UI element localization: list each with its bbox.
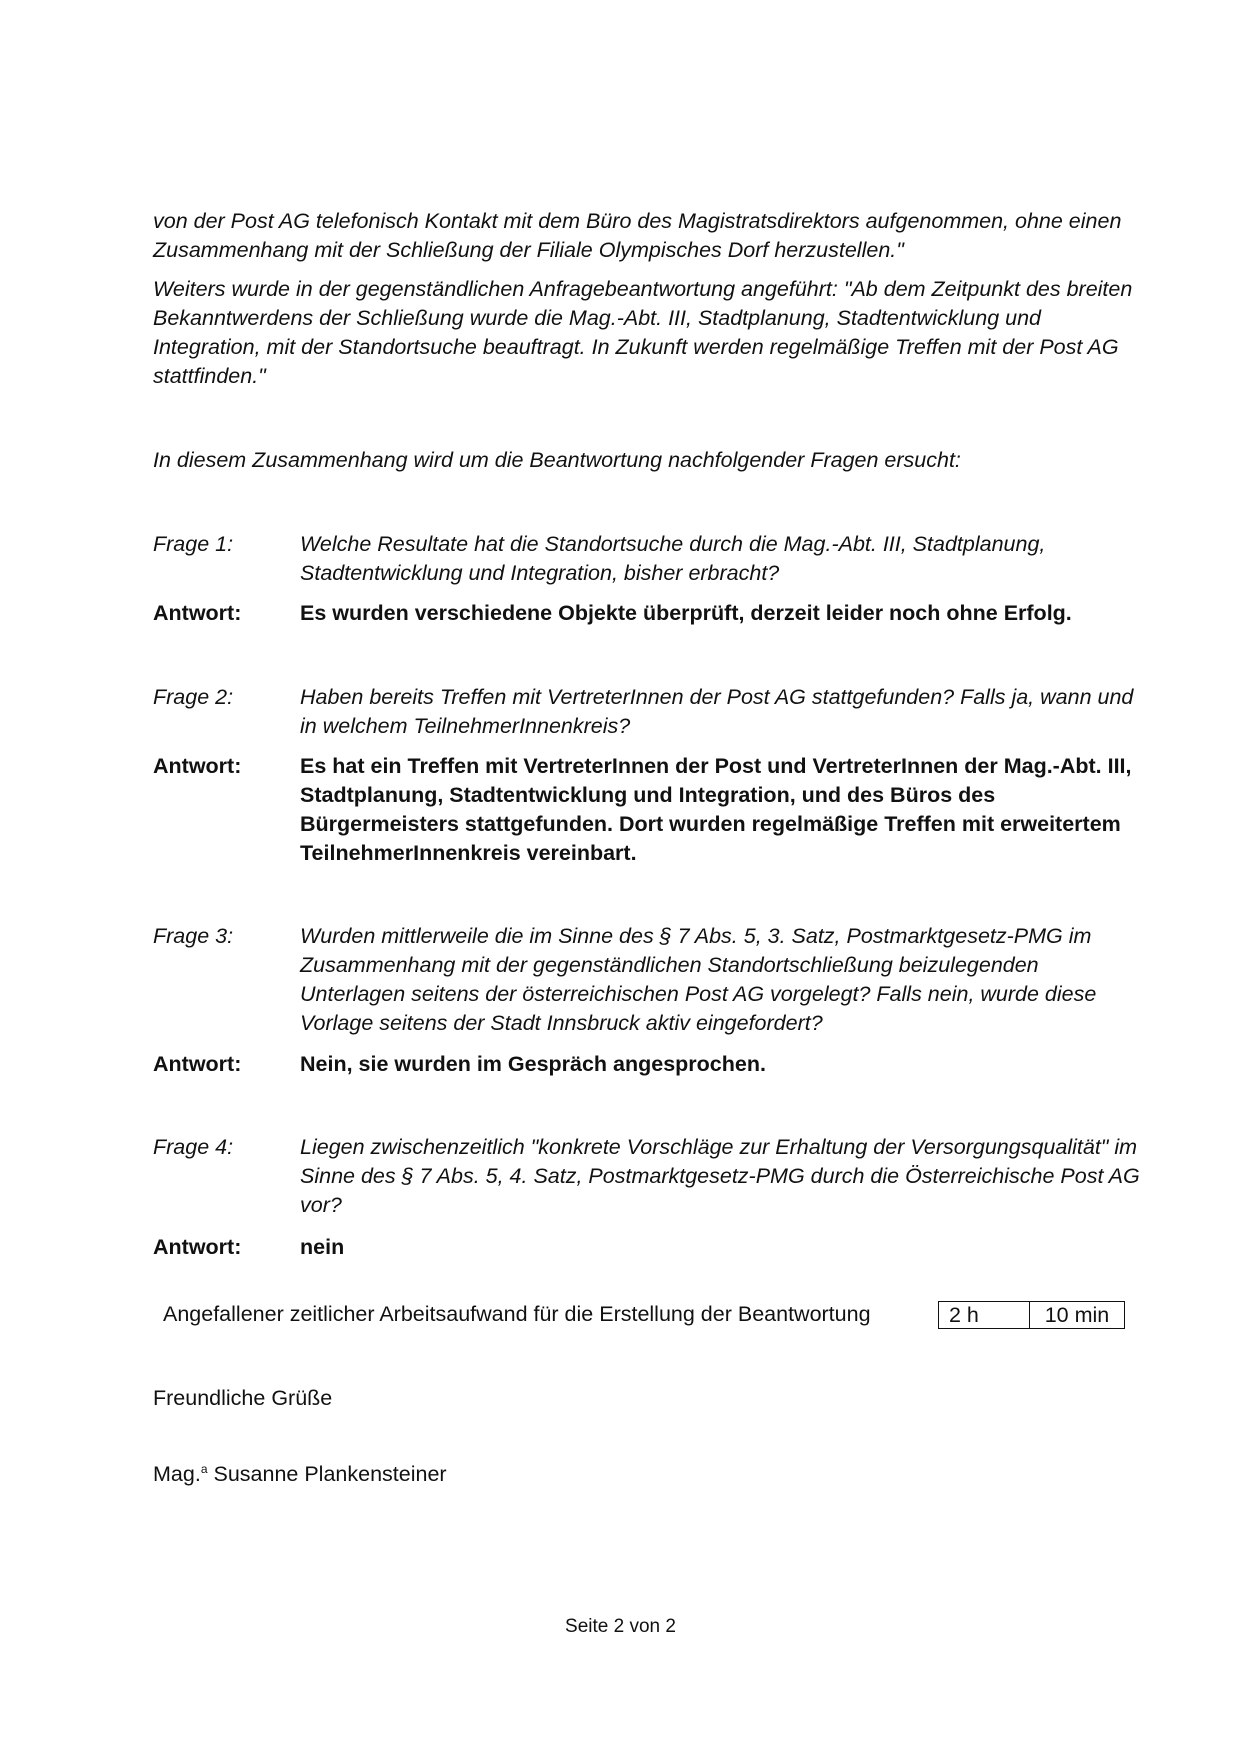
answer-1-text: Es wurden verschiedene Objekte überprüft, derzeit leider noch ohne Erfolg. xyxy=(300,601,1072,625)
signature-title: Mag. xyxy=(153,1462,201,1487)
intro-paragraph-3: In diesem Zusammenhang wird um die Beantwortung nachfolgender Fragen ersucht: xyxy=(153,448,961,472)
question-2-text: Haben bereits Treffen mit VertreterInnen der Post AG stattgefunden? Falls ja, wann und in welchem TeilnehmerInnenkreis? xyxy=(300,685,1134,738)
effort-label: Angefallener zeitlicher Arbeitsaufwand für die Erstellung der Beantwortung xyxy=(163,1302,871,1326)
intro-paragraph-1: von der Post AG telefonisch Kontakt mit dem Büro des Magistratsdirektors aufgenommen, ohne einen Zusammenhang mit der Schließung der Filiale Olympisches Dorf herzustellen." xyxy=(153,209,1122,262)
signature-person: Susanne Plankensteiner xyxy=(213,1462,447,1487)
answer-3-text: Nein, sie wurden im Gespräch angesprochen. xyxy=(300,1052,766,1076)
answer-4-text: nein xyxy=(300,1235,345,1259)
answer-2-label: Antwort: xyxy=(153,754,242,778)
answer-3-label: Antwort: xyxy=(153,1052,242,1076)
question-3-text: Wurden mittlerweile die im Sinne des § 7 Abs. 5, 3. Satz, Postmarktgesetz-PMG im Zusammenhang mit der gegenständlichen Standortschließung beizulegenden Unterlagen seitens der österreichischen Post AG vorgelegt? Falls nein, wurde diese Vorlage seitens der Stadt Innsbruck aktiv eingefordert? xyxy=(300,924,1097,1035)
effort-minutes: 10 min xyxy=(1044,1303,1110,1327)
question-4-label: Frage 4: xyxy=(153,1135,234,1159)
effort-hours: 2 h xyxy=(939,1302,1030,1328)
question-4-text: Liegen zwischenzeitlich "konkrete Vorschläge zur Erhaltung der Versorgungsqualität" im Sinne des § 7 Abs. 5, 4. Satz, Postmarktgesetz-PMG durch die Österreichische Post AG vor? xyxy=(300,1135,1140,1217)
closing-greeting: Freundliche Grüße xyxy=(153,1386,333,1410)
intro-paragraph-2: Weiters wurde in der gegenständlichen Anfragebeantwortung angeführt: "Ab dem Zeitpunkt des breiten Bekanntwerdens der Schließung wurde die Mag.-Abt. III, Stadtplanung, Stadtentwicklung und Integration, mit der Standortsuche beauftragt. In Zukunft werden regelmäßige Treffen mit der Post AG stattfinden." xyxy=(153,277,1133,388)
question-3-label: Frage 3: xyxy=(153,924,234,948)
answer-1-label: Antwort: xyxy=(153,601,242,625)
signature-title-suffix: a xyxy=(200,1462,208,1476)
answer-4-label: Antwort: xyxy=(153,1235,242,1259)
question-1-text: Welche Resultate hat die Standortsuche durch die Mag.-Abt. III, Stadtplanung, Stadtentwicklung und Integration, bisher erbracht? xyxy=(300,532,1046,585)
answer-2-text: Es hat ein Treffen mit VertreterInnen der Post und VertreterInnen der Mag.-Abt. III, Stadtplanung, Stadtentwicklung und Integration, und des Büros des Bürgermeisters stattgefunden. Dort wurden regelmäßige Treffen mit erweitertem TeilnehmerInnenkreis vereinbart. xyxy=(300,754,1132,865)
effort-table xyxy=(938,1301,1125,1329)
question-1-label: Frage 1: xyxy=(153,532,234,556)
signature-name xyxy=(153,1455,447,1489)
page-footer: Seite 2 von 2 xyxy=(565,1616,676,1637)
question-2-label: Frage 2: xyxy=(153,685,234,709)
